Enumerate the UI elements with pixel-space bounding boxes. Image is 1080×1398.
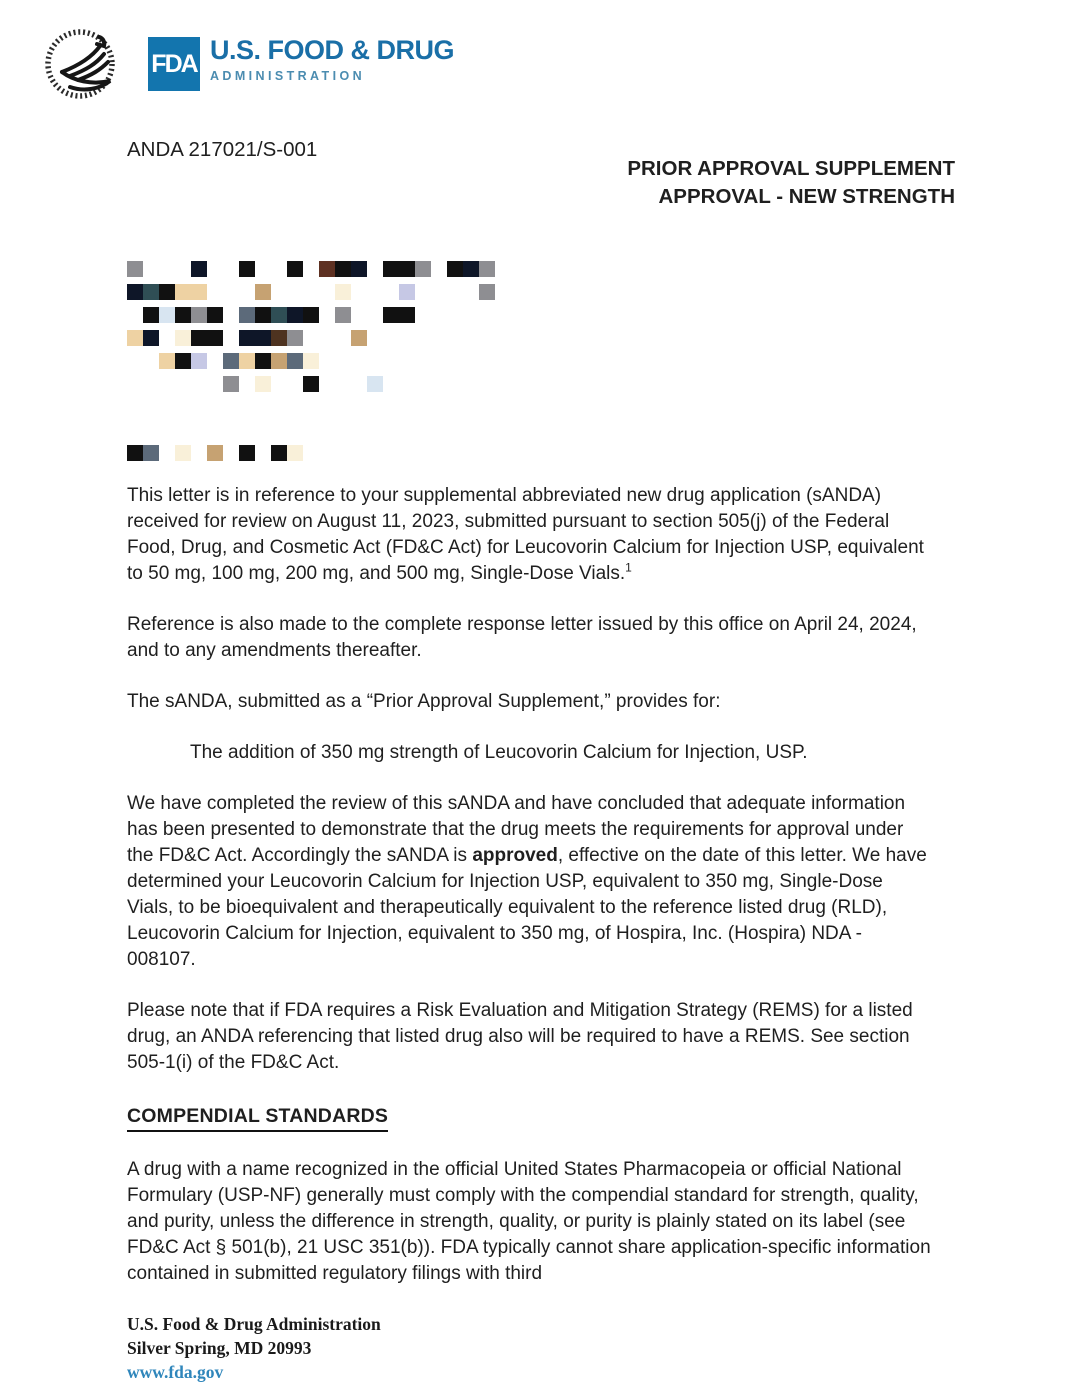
redaction-row	[127, 445, 1080, 461]
redaction-cell	[543, 353, 559, 369]
redaction-cell	[287, 399, 303, 415]
redaction-cell	[399, 284, 415, 300]
redaction-cell	[527, 445, 543, 461]
redaction-cell	[239, 399, 255, 415]
redaction-cell	[271, 445, 287, 461]
redaction-cell	[175, 261, 191, 277]
redaction-cell	[303, 445, 319, 461]
redaction-cell	[479, 284, 495, 300]
redaction-cell	[303, 399, 319, 415]
redaction-cell	[239, 353, 255, 369]
redaction-cell	[543, 445, 559, 461]
redaction-cell	[479, 353, 495, 369]
redaction-cell	[495, 353, 511, 369]
redaction-cell	[335, 261, 351, 277]
redaction-cell	[271, 376, 287, 392]
redaction-cell	[191, 284, 207, 300]
redaction-cell	[191, 261, 207, 277]
redaction-cell	[335, 307, 351, 323]
redaction-row	[127, 399, 1080, 415]
redaction-cell	[383, 376, 399, 392]
redaction-cell	[463, 261, 479, 277]
redaction-cell	[303, 353, 319, 369]
redaction-cell	[255, 330, 271, 346]
redaction-cell	[143, 353, 159, 369]
redaction-cell	[287, 353, 303, 369]
redaction-cell	[239, 261, 255, 277]
redaction-cell	[239, 284, 255, 300]
letter-body	[127, 483, 933, 1287]
redaction-cell	[431, 261, 447, 277]
redaction-cell	[223, 399, 239, 415]
redaction-cell	[255, 445, 271, 461]
redaction-cell	[367, 284, 383, 300]
redaction-cell	[463, 376, 479, 392]
redaction-cell	[159, 399, 175, 415]
redaction-cell	[271, 399, 287, 415]
redaction-cell	[351, 284, 367, 300]
redaction-cell	[175, 307, 191, 323]
letter-title-line2: APPROVAL - NEW STRENGTH	[658, 185, 955, 208]
redaction-cell	[399, 399, 415, 415]
footer-agency-name: U.S. Food & Drug Administration	[127, 1314, 381, 1334]
redaction-cell	[207, 399, 223, 415]
redaction-cell	[239, 330, 255, 346]
redaction-cell	[527, 261, 543, 277]
redaction-cell	[207, 422, 223, 438]
paragraph-rems-note: Please note that if FDA requires a Risk Evaluation and Mitigation Strategy (REMS) for a listed drug, an ANDA referencing that listed drug also will be required to have a REMS. See section 505-1(i) of the FD&C Act.	[127, 1000, 913, 1073]
paragraph-approval	[127, 791, 933, 973]
redaction-cell	[335, 445, 351, 461]
redaction-cell	[511, 399, 527, 415]
redaction-cell	[143, 330, 159, 346]
redaction-cell	[543, 261, 559, 277]
redaction-cell	[143, 422, 159, 438]
redaction-cell	[351, 422, 367, 438]
redaction-cell	[127, 445, 143, 461]
redaction-cell	[351, 307, 367, 323]
redaction-cell	[319, 284, 335, 300]
redaction-cell	[287, 376, 303, 392]
redaction-cell	[415, 399, 431, 415]
letter-footer	[127, 1312, 1080, 1384]
redaction-cell	[303, 261, 319, 277]
redaction-cell	[159, 376, 175, 392]
redaction-cell	[431, 330, 447, 346]
redaction-cell	[143, 261, 159, 277]
redaction-cell	[399, 330, 415, 346]
redaction-cell	[463, 422, 479, 438]
redaction-cell	[527, 399, 543, 415]
redaction-cell	[511, 445, 527, 461]
paragraph-reference-text: This letter is in reference to your supplemental abbreviated new drug application (sANDA) received for review on August 11, 2023, submitted pursuant to section 505(j) of the Federal Food, Drug, and Cosmetic Act (FD&C Act) for Leucovorin Calcium for Injection USP, equivalent to 50 mg, 100 mg, 200 mg, and 500 mg, Single-Dose Vials.	[127, 485, 924, 584]
footer-address: Silver Spring, MD 20993	[127, 1338, 312, 1358]
redaction-cell	[319, 330, 335, 346]
fda-logo	[148, 37, 200, 91]
redaction-cell	[271, 330, 287, 346]
redaction-cell	[127, 261, 143, 277]
redaction-cell	[367, 330, 383, 346]
redaction-cell	[319, 261, 335, 277]
redaction-cell	[527, 353, 543, 369]
redaction-cell	[543, 422, 559, 438]
redaction-cell	[255, 422, 271, 438]
letterhead	[42, 24, 1080, 108]
redaction-cell	[351, 445, 367, 461]
redaction-cell	[351, 330, 367, 346]
redaction-cell	[287, 445, 303, 461]
redaction-cell	[159, 307, 175, 323]
redaction-cell	[319, 422, 335, 438]
redaction-cell	[143, 376, 159, 392]
redaction-cell	[543, 376, 559, 392]
redaction-cell	[207, 261, 223, 277]
redaction-cell	[495, 422, 511, 438]
redaction-cell	[175, 422, 191, 438]
redaction-cell	[207, 284, 223, 300]
redaction-cell	[159, 422, 175, 438]
redaction-cell	[367, 399, 383, 415]
redaction-cell	[319, 376, 335, 392]
redaction-cell	[383, 399, 399, 415]
redaction-cell	[511, 307, 527, 323]
redaction-cell	[447, 422, 463, 438]
redaction-cell	[415, 330, 431, 346]
redaction-cell	[383, 284, 399, 300]
redaction-cell	[447, 353, 463, 369]
redaction-cell	[303, 330, 319, 346]
redaction-cell	[415, 445, 431, 461]
redaction-cell	[191, 376, 207, 392]
paragraph-provides-for: The sANDA, submitted as a “Prior Approval Supplement,” provides for:	[127, 691, 721, 712]
redaction-cell	[223, 353, 239, 369]
redaction-cell	[239, 376, 255, 392]
redaction-cell	[447, 307, 463, 323]
redaction-cell	[383, 307, 399, 323]
redaction-cell	[175, 376, 191, 392]
redaction-cell	[367, 376, 383, 392]
redaction-cell	[143, 399, 159, 415]
redaction-cell	[287, 422, 303, 438]
redaction-cell	[447, 261, 463, 277]
redaction-cell	[191, 422, 207, 438]
redaction-cell	[223, 376, 239, 392]
redaction-cell	[511, 284, 527, 300]
redaction-cell	[159, 445, 175, 461]
redaction-cell	[239, 445, 255, 461]
redaction-cell	[255, 307, 271, 323]
redaction-cell	[511, 422, 527, 438]
redaction-cell	[335, 330, 351, 346]
redaction-cell	[223, 445, 239, 461]
redaction-cell	[319, 445, 335, 461]
redaction-cell	[223, 307, 239, 323]
redaction-cell	[223, 261, 239, 277]
paragraph-addition-statement: The addition of 350 mg strength of Leucovorin Calcium for Injection, USP.	[190, 742, 808, 763]
redaction-cell	[447, 376, 463, 392]
redaction-cell	[399, 376, 415, 392]
redaction-cell	[207, 330, 223, 346]
redaction-cell	[207, 445, 223, 461]
redaction-cell	[255, 284, 271, 300]
application-number: ANDA 217021/S-001	[127, 138, 318, 161]
redaction-cell	[463, 445, 479, 461]
redaction-cell	[511, 353, 527, 369]
redaction-cell	[351, 353, 367, 369]
redaction-cell	[527, 307, 543, 323]
redaction-cell	[511, 376, 527, 392]
redaction-cell	[431, 376, 447, 392]
approval-text-after: , effective on the date of this letter. We have determined your Leucovorin Calcium for Injection USP, equivalent to 350 mg, Single-Dose Vials, to be bioequivalent and therapeutically equivalent to the reference listed drug (RLD), Leucovorin Calcium for Injection, equivalent to 350 mg, of Hospira, Inc. (Hospira) NDA - 008107.	[127, 845, 927, 970]
redaction-cell	[399, 307, 415, 323]
redaction-cell	[399, 353, 415, 369]
redaction-cell	[159, 284, 175, 300]
redaction-cell	[239, 307, 255, 323]
redaction-cell	[271, 261, 287, 277]
compendial-standards-heading: COMPENDIAL STANDARDS	[127, 1103, 388, 1132]
redaction-cell	[479, 445, 495, 461]
redaction-cell	[367, 307, 383, 323]
redaction-cell	[543, 284, 559, 300]
redaction-cell	[479, 307, 495, 323]
redaction-cell	[495, 399, 511, 415]
redaction-cell	[431, 284, 447, 300]
redaction-cell	[479, 399, 495, 415]
redaction-cell	[495, 330, 511, 346]
redaction-cell	[143, 284, 159, 300]
redaction-cell	[383, 445, 399, 461]
redaction-cell	[399, 261, 415, 277]
redaction-cell	[415, 353, 431, 369]
paragraph-reference	[127, 483, 933, 587]
redaction-cell	[335, 399, 351, 415]
redaction-row	[127, 330, 1080, 346]
fda-wordmark	[210, 37, 454, 83]
redaction-cell	[223, 284, 239, 300]
redaction-cell	[175, 445, 191, 461]
redaction-cell	[319, 353, 335, 369]
redaction-cell	[383, 422, 399, 438]
redaction-cell	[255, 353, 271, 369]
fda-wordmark-line1: U.S. FOOD & DRUG	[210, 35, 455, 65]
redaction-cell	[255, 376, 271, 392]
redaction-cell	[127, 284, 143, 300]
redaction-cell	[351, 399, 367, 415]
redaction-cell	[367, 261, 383, 277]
redaction-cell	[239, 422, 255, 438]
redaction-row	[127, 422, 1080, 438]
redaction-cell	[447, 445, 463, 461]
redaction-cell	[511, 261, 527, 277]
redaction-cell	[271, 422, 287, 438]
letter-title	[627, 155, 955, 211]
redaction-cell	[223, 330, 239, 346]
fda-logo-text: FDA	[151, 49, 197, 78]
redaction-cell	[495, 445, 511, 461]
footnote-marker: 1	[625, 560, 632, 575]
redaction-cell	[143, 445, 159, 461]
redaction-cell	[175, 284, 191, 300]
redaction-cell	[495, 307, 511, 323]
redaction-cell	[335, 376, 351, 392]
redaction-cell	[431, 399, 447, 415]
redaction-cell	[175, 330, 191, 346]
redaction-cell	[479, 376, 495, 392]
redaction-cell	[127, 422, 143, 438]
redaction-cell	[527, 330, 543, 346]
redaction-cell	[527, 284, 543, 300]
redaction-cell	[127, 307, 143, 323]
redaction-cell	[319, 399, 335, 415]
redaction-cell	[127, 330, 143, 346]
redaction-cell	[367, 353, 383, 369]
redaction-row	[127, 376, 1080, 392]
hhs-seal-icon	[42, 24, 126, 108]
redaction-cell	[127, 353, 143, 369]
redaction-cell	[175, 399, 191, 415]
redaction-cell	[175, 353, 191, 369]
redaction-cell	[495, 376, 511, 392]
redaction-cell	[287, 284, 303, 300]
redaction-cell	[367, 445, 383, 461]
redacted-address-block	[127, 261, 1080, 461]
redaction-cell	[335, 422, 351, 438]
redaction-cell	[543, 399, 559, 415]
redaction-row	[127, 261, 1080, 277]
redaction-cell	[271, 307, 287, 323]
redaction-cell	[447, 284, 463, 300]
redaction-cell	[479, 330, 495, 346]
redaction-cell	[207, 376, 223, 392]
redaction-cell	[431, 307, 447, 323]
redaction-cell	[399, 422, 415, 438]
redaction-cell	[303, 307, 319, 323]
approval-text-before: We have completed the review of this sANDA and have concluded that adequate information has been presented to demonstrate that the drug meets the requirements for approval under the FD&C Act. Accordingly the sANDA is	[127, 793, 906, 866]
redaction-cell	[463, 284, 479, 300]
header-row	[127, 138, 955, 211]
redaction-cell	[367, 422, 383, 438]
redaction-cell	[191, 330, 207, 346]
redaction-cell	[191, 399, 207, 415]
redaction-cell	[207, 353, 223, 369]
redaction-cell	[511, 330, 527, 346]
redaction-cell	[159, 330, 175, 346]
redaction-cell	[479, 261, 495, 277]
fda-wordmark-line2: ADMINISTRATION	[210, 69, 365, 83]
redaction-cell	[415, 307, 431, 323]
redaction-cell	[431, 445, 447, 461]
redaction-cell	[287, 261, 303, 277]
redaction-cell	[431, 353, 447, 369]
redaction-cell	[543, 330, 559, 346]
redaction-cell	[255, 261, 271, 277]
redaction-cell	[383, 330, 399, 346]
redaction-cell	[527, 376, 543, 392]
redaction-cell	[415, 376, 431, 392]
paragraph-crl-reference: Reference is also made to the complete response letter issued by this office on April 24, 2024, and to any amendments thereafter.	[127, 614, 917, 661]
redaction-cell	[191, 445, 207, 461]
redaction-cell	[495, 284, 511, 300]
redaction-cell	[255, 399, 271, 415]
redaction-cell	[303, 284, 319, 300]
redaction-cell	[383, 261, 399, 277]
redaction-cell	[415, 261, 431, 277]
redaction-cell	[271, 353, 287, 369]
redaction-cell	[479, 422, 495, 438]
redaction-cell	[543, 307, 559, 323]
redaction-cell	[447, 399, 463, 415]
redaction-cell	[495, 261, 511, 277]
redaction-cell	[335, 353, 351, 369]
redaction-cell	[303, 422, 319, 438]
redaction-row	[127, 284, 1080, 300]
redaction-cell	[191, 353, 207, 369]
redaction-cell	[447, 330, 463, 346]
redaction-cell	[383, 353, 399, 369]
redaction-cell	[159, 353, 175, 369]
letter-title-line1: PRIOR APPROVAL SUPPLEMENT	[627, 157, 955, 180]
redaction-cell	[431, 422, 447, 438]
paragraph-compendial: A drug with a name recognized in the official United States Pharmacopeia or official National Formulary (USP-NF) generally must comply with the compendial standard for strength, quality, and purity, unless the difference in strength, quality, or purity is plainly stated on its label (see FD&C Act § 501(b), 21 USC 351(b)). FDA typically cannot share application-specific information contained in submitted regulatory filings with third	[127, 1159, 931, 1284]
redaction-cell	[415, 422, 431, 438]
fda-gov-link[interactable]: www.fda.gov	[127, 1362, 224, 1382]
redaction-cell	[399, 445, 415, 461]
redaction-cell	[287, 307, 303, 323]
redaction-row	[127, 307, 1080, 323]
redaction-cell	[127, 399, 143, 415]
redaction-cell	[191, 307, 207, 323]
redaction-cell	[159, 261, 175, 277]
redaction-cell	[303, 376, 319, 392]
redaction-cell	[463, 330, 479, 346]
redaction-cell	[463, 307, 479, 323]
redaction-cell	[463, 399, 479, 415]
redaction-cell	[415, 284, 431, 300]
redaction-cell	[271, 284, 287, 300]
approved-emphasis: approved	[472, 845, 558, 866]
redaction-cell	[223, 422, 239, 438]
redaction-cell	[127, 376, 143, 392]
redaction-cell	[463, 353, 479, 369]
redaction-row	[127, 353, 1080, 369]
redaction-cell	[351, 261, 367, 277]
redaction-cell	[143, 307, 159, 323]
redaction-cell	[207, 307, 223, 323]
redaction-cell	[351, 376, 367, 392]
redaction-cell	[319, 307, 335, 323]
redaction-cell	[527, 422, 543, 438]
redaction-cell	[287, 330, 303, 346]
redaction-cell	[335, 284, 351, 300]
